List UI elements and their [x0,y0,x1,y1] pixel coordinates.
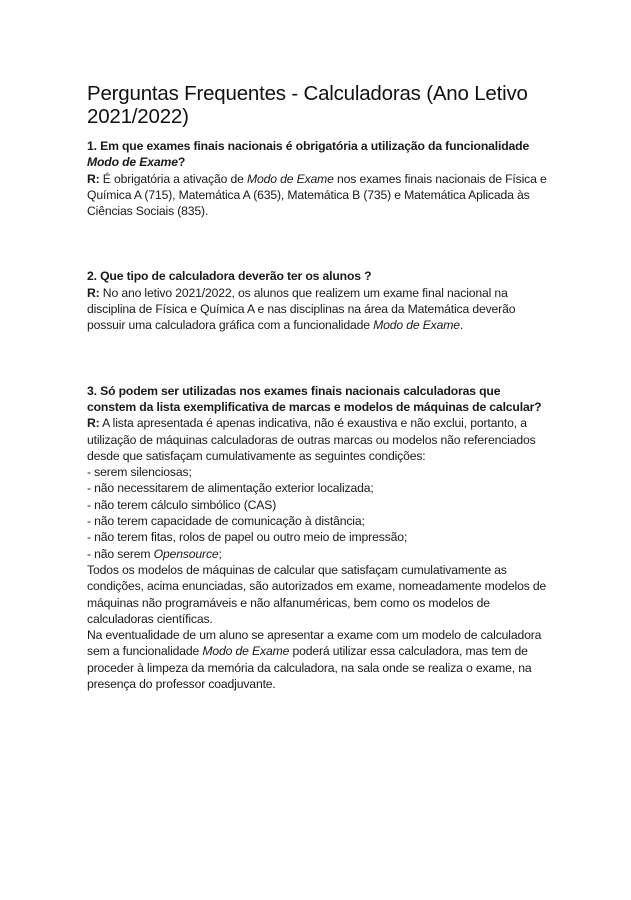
faq-question-1 [87,138,552,171]
paragraph-text-end: poderá utilizar essa calculadora, mas tem de proceder à limpeza da memória da calculadora, na sala onde se realiza o exame, na presença do professor coadjuvante. [87,644,532,692]
answer-emphasis: Modo de Exame [373,318,460,333]
paragraph-emphasis: Modo de Exame [202,644,290,659]
faq-question-3: 3. Só podem ser utilizadas nos exames finais nacionais calculadoras que constem da lista exemplificativa de marcas e modelos de máquinas de calcular? [87,383,542,414]
condition-item: - não terem cálculo simbólico (CAS) [87,497,277,512]
document-page [87,82,552,692]
faq-answer-3 [87,415,552,464]
condition-emphasis: Opensource [153,546,219,561]
paragraph-text: Na eventualidade de um aluno se apresentar a exame com um modelo de calculadora sem a funcionalidade [87,628,542,659]
question-emphasis: Modo de Exame [87,155,178,170]
faq-item-1 [87,138,552,219]
answer-text: É obrigatória a ativação de [99,171,247,186]
condition-item [87,546,552,562]
answer-label: R: [87,416,100,431]
faq-answer-1 [87,171,552,220]
paragraph-authorized-models: Todos os modelos de máquinas de calcular que satisfaçam cumulativamente as condições, acima enunciadas, são autorizados em exame, nomeadamente modelos de máquinas não programáveis e não alfanuméricas, bem como os modelos de calculadoras científicas. [87,562,547,626]
condition-item: - não terem fitas, rolos de papel ou outro meio de impressão; [87,530,408,545]
faq-question-2: 2. Que tipo de calculadora deverão ter os alunos ? [87,269,372,284]
faq-answer-2 [87,285,552,334]
faq-item-2 [87,268,552,333]
condition-end: ; [218,546,222,561]
answer-text: No ano letivo 2021/2022, os alunos que realizem um exame final nacional na disciplina de Física e Química A e nas disciplinas na área da Matemática deverão possuir uma calculadora gráfica com a funcionalidade [87,285,516,333]
condition-item: - não necessitarem de alimentação exterior localizada; [87,481,374,496]
question-end: ? [177,155,186,170]
paragraph-no-exam-mode [87,627,552,692]
faq-item-3 [87,383,552,693]
answer-text-end: . [459,318,464,333]
condition-item: - não terem capacidade de comunicação à distância; [87,514,365,529]
page-title: Perguntas Frequentes - Calculadoras (Ano Letivo 2021/2022) [87,82,528,128]
answer-label: R: [87,171,100,186]
condition-item: - serem silenciosas; [87,465,192,480]
answer-emphasis: Modo de Exame [246,171,334,186]
condition-text: - não serem [87,546,154,561]
question-text: 1. Em que exames finais nacionais é obrigatória a utilização da funcionalidade [87,139,530,153]
answer-text: A lista apresentada é apenas indicativa, não é exaustiva e não exclui, portanto, a utilização de máquinas calculadoras de outras marcas ou modelos não referenciados desde que satisfaçam cumulativamente as seguintes condições: [87,416,536,463]
answer-text-end: nos exames finais nacionais de Física e Química A (715), Matemática A (635), Matemática B (735) e Matemática Aplicada às Ciências Sociais (835). [87,171,547,219]
answer-label: R: [87,285,100,300]
